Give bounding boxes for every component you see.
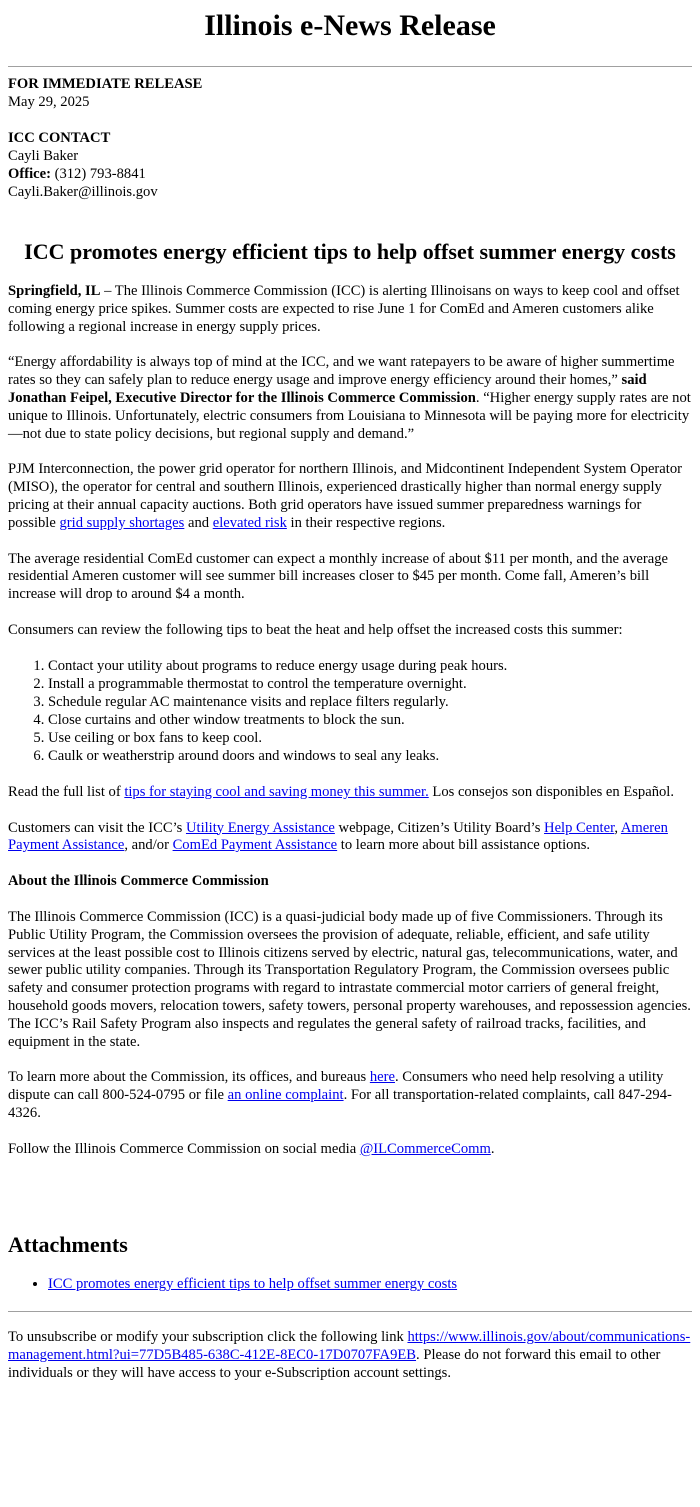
learn-pre: To learn more about the Commission, its offices, and bureaus xyxy=(8,1069,370,1086)
here-link[interactable]: here xyxy=(369,1069,395,1086)
article-headline: ICC promotes energy efficient tips to help offset summer energy costs xyxy=(24,239,676,264)
list-item: 6. Caulk or weatherstrip around doors and windows to seal any leaks. xyxy=(48,748,692,766)
help-center-link[interactable]: Help Center xyxy=(544,819,615,836)
dateline: Springfield, IL xyxy=(8,283,101,299)
quote-part-2: . “Higher energy supply rates are not unique to Illinois. Unfortunately, electric consumers from Louisiana to Minnesota will be paying more for electricity—not due to state policy decisions, but regional supply and demand.” xyxy=(8,389,691,442)
paragraph-full-list xyxy=(8,784,692,802)
list-item: 3. Schedule regular AC maintenance visits and replace filters regularly. xyxy=(48,694,692,712)
footer-text xyxy=(8,1329,692,1382)
list-item: 5. Use ceiling or box fans to keep cool. xyxy=(48,730,692,748)
ameren-payment-assistance-link[interactable]: Ameren Payment Assistance xyxy=(8,819,668,854)
assistance-mid-2: , xyxy=(614,819,621,836)
assistance-post: to learn more about bill assistance options. xyxy=(337,837,591,854)
utility-energy-assistance-link[interactable]: Utility Energy Assistance xyxy=(185,819,335,836)
learn-post: . For all transportation-related complaints, call 847-294-4326. xyxy=(8,1087,672,1121)
contact-label: ICC CONTACT xyxy=(8,130,111,146)
list-item: 4. Close curtains and other window treatments to block the sun. xyxy=(48,712,692,730)
tips-list xyxy=(8,658,692,766)
follow-pre: Follow the Illinois Commerce Commission on social media xyxy=(8,1140,360,1157)
assistance-mid-1: webpage, Citizen’s Utility Board’s xyxy=(334,819,545,836)
contact-office xyxy=(8,166,692,184)
attachments-list xyxy=(8,1276,692,1294)
grid-and: and xyxy=(184,514,213,531)
paragraph-learn-more xyxy=(8,1069,692,1122)
contact-name: Cayli Baker xyxy=(8,148,79,164)
release-date: May 29, 2025 xyxy=(8,94,90,110)
online-complaint-link[interactable]: an online complaint xyxy=(227,1087,344,1104)
paragraph-bill-increase: The average residential ComEd customer can expect a monthly increase of about $11 per month, and the average residential Ameren customer will see summer bill increases closer to $45 per month. Come fall, Ameren’s bill increase will drop to around $4 a month. xyxy=(8,550,668,603)
paragraph-follow xyxy=(8,1141,692,1159)
paragraph-intro xyxy=(8,283,692,336)
meta-spacer xyxy=(8,112,692,130)
grid-text: PJM Interconnection, the power grid operator for northern Illinois, and Midcontinent Independent System Operator (MISO), the operator for central and southern Illinois, experienced drastically higher than normal energy supply pricing at their annual capacity auctions. Both grid operators have issued summer preparedness warnings for possible xyxy=(8,461,682,531)
social-media-link[interactable]: @ILCommerceComm xyxy=(359,1140,491,1157)
page-banner-title: Illinois e-News Release xyxy=(204,9,496,42)
paragraph-assistance xyxy=(8,820,692,856)
comed-payment-assistance-link[interactable]: ComEd Payment Assistance xyxy=(172,837,338,854)
top-divider xyxy=(8,66,692,67)
contact-email: Cayli.Baker@illinois.gov xyxy=(8,184,158,200)
assistance-mid-3: , and/or xyxy=(124,837,173,854)
follow-post: . xyxy=(490,1140,495,1157)
footer-post: . Please do not forward this email to other individuals or they will have access to your e-Subscription account settings. xyxy=(8,1347,661,1381)
grid-end: in their respective regions. xyxy=(286,514,446,531)
grid-supply-shortages-link[interactable]: grid supply shortages xyxy=(59,514,185,531)
intro-text: – The Illinois Commerce Commission (ICC) is alerting Illinoisans on ways to keep cool and offset coming energy price spikes. Summer costs are expected to rise June 1 for ComEd and Ameren customers alike following a regional increase in energy supply prices. xyxy=(8,283,680,335)
paragraph-quote xyxy=(8,354,692,443)
quote-part-1: “Energy affordability is always top of mind at the ICC, and we want ratepayers to be aware of higher summertime rates so they can safely plan to reduce energy usage and improve energy efficiency around their homes,” xyxy=(8,354,675,389)
learn-mid: . Consumers who need help resolving a utility dispute can call 800-524-0795 or file xyxy=(8,1069,664,1104)
office-label: Office: xyxy=(8,166,51,182)
about-heading xyxy=(8,873,692,891)
list-item xyxy=(48,1276,692,1294)
paragraph-about: The Illinois Commerce Commission (ICC) is a quasi-judicial body made up of five Commissioners. Through its Public Utility Program, the Commission oversees the provision of adequate, reliable, efficient, and safe utility services at the least possible cost to Illinois citizens served by electric, natural gas, telecommunications, water, and sewer public utility companies. Through its Transportation Regulatory Program, the Commission oversees public safety and consumer protection programs with regard to intrastate commercial motor carriers of general freight, household goods movers, relocation towers, safety towers, personal property warehouses, and repossession agencies. The ICC’s Rail Safety Program also inspects and regulates the general safety of railroad tracks, facilities, and equipment in the state. xyxy=(8,908,691,1050)
release-meta xyxy=(8,76,692,202)
bottom-divider xyxy=(8,1311,692,1312)
list-item: 1. Contact your utility about programs to reduce energy usage during peak hours. xyxy=(48,658,692,676)
about-heading-text: About the Illinois Commerce Commission xyxy=(8,873,269,890)
footer xyxy=(8,1329,692,1382)
unsubscribe-link[interactable]: https://www.illinois.gov/about/communications-management.html?ui=77D5B485-638C-412E-8EC0-17D0707FA9EB xyxy=(8,1329,691,1364)
attachments-heading: Attachments xyxy=(8,1231,128,1257)
assistance-pre: Customers can visit the ICC’s xyxy=(8,819,186,836)
attachment-link[interactable]: ICC promotes energy efficient tips to help offset summer energy costs xyxy=(48,1275,458,1292)
paragraph-tips-intro: Consumers can review the following tips to beat the heat and help offset the increased costs this summer: xyxy=(8,621,623,638)
release-label: FOR IMMEDIATE RELEASE xyxy=(8,76,203,92)
footer-intro: To unsubscribe or modify your subscription click the following link xyxy=(8,1329,408,1346)
tips-full-list-link[interactable]: tips for staying cool and saving money this summer. xyxy=(124,783,429,800)
paragraph-grid-operators xyxy=(8,461,692,532)
office-phone: (312) 793-8841 xyxy=(50,166,146,182)
elevated-risk-link[interactable]: elevated risk xyxy=(212,514,287,531)
quote-attribution: said Jonathan Feipel, Executive Director for the Illinois Commerce Commission xyxy=(8,372,647,406)
full-list-pre: Read the full list of xyxy=(8,783,125,800)
full-list-post: Los consejos son disponibles en Español. xyxy=(428,783,674,800)
list-item: 2. Install a programmable thermostat to control the temperature overnight. xyxy=(48,676,692,694)
